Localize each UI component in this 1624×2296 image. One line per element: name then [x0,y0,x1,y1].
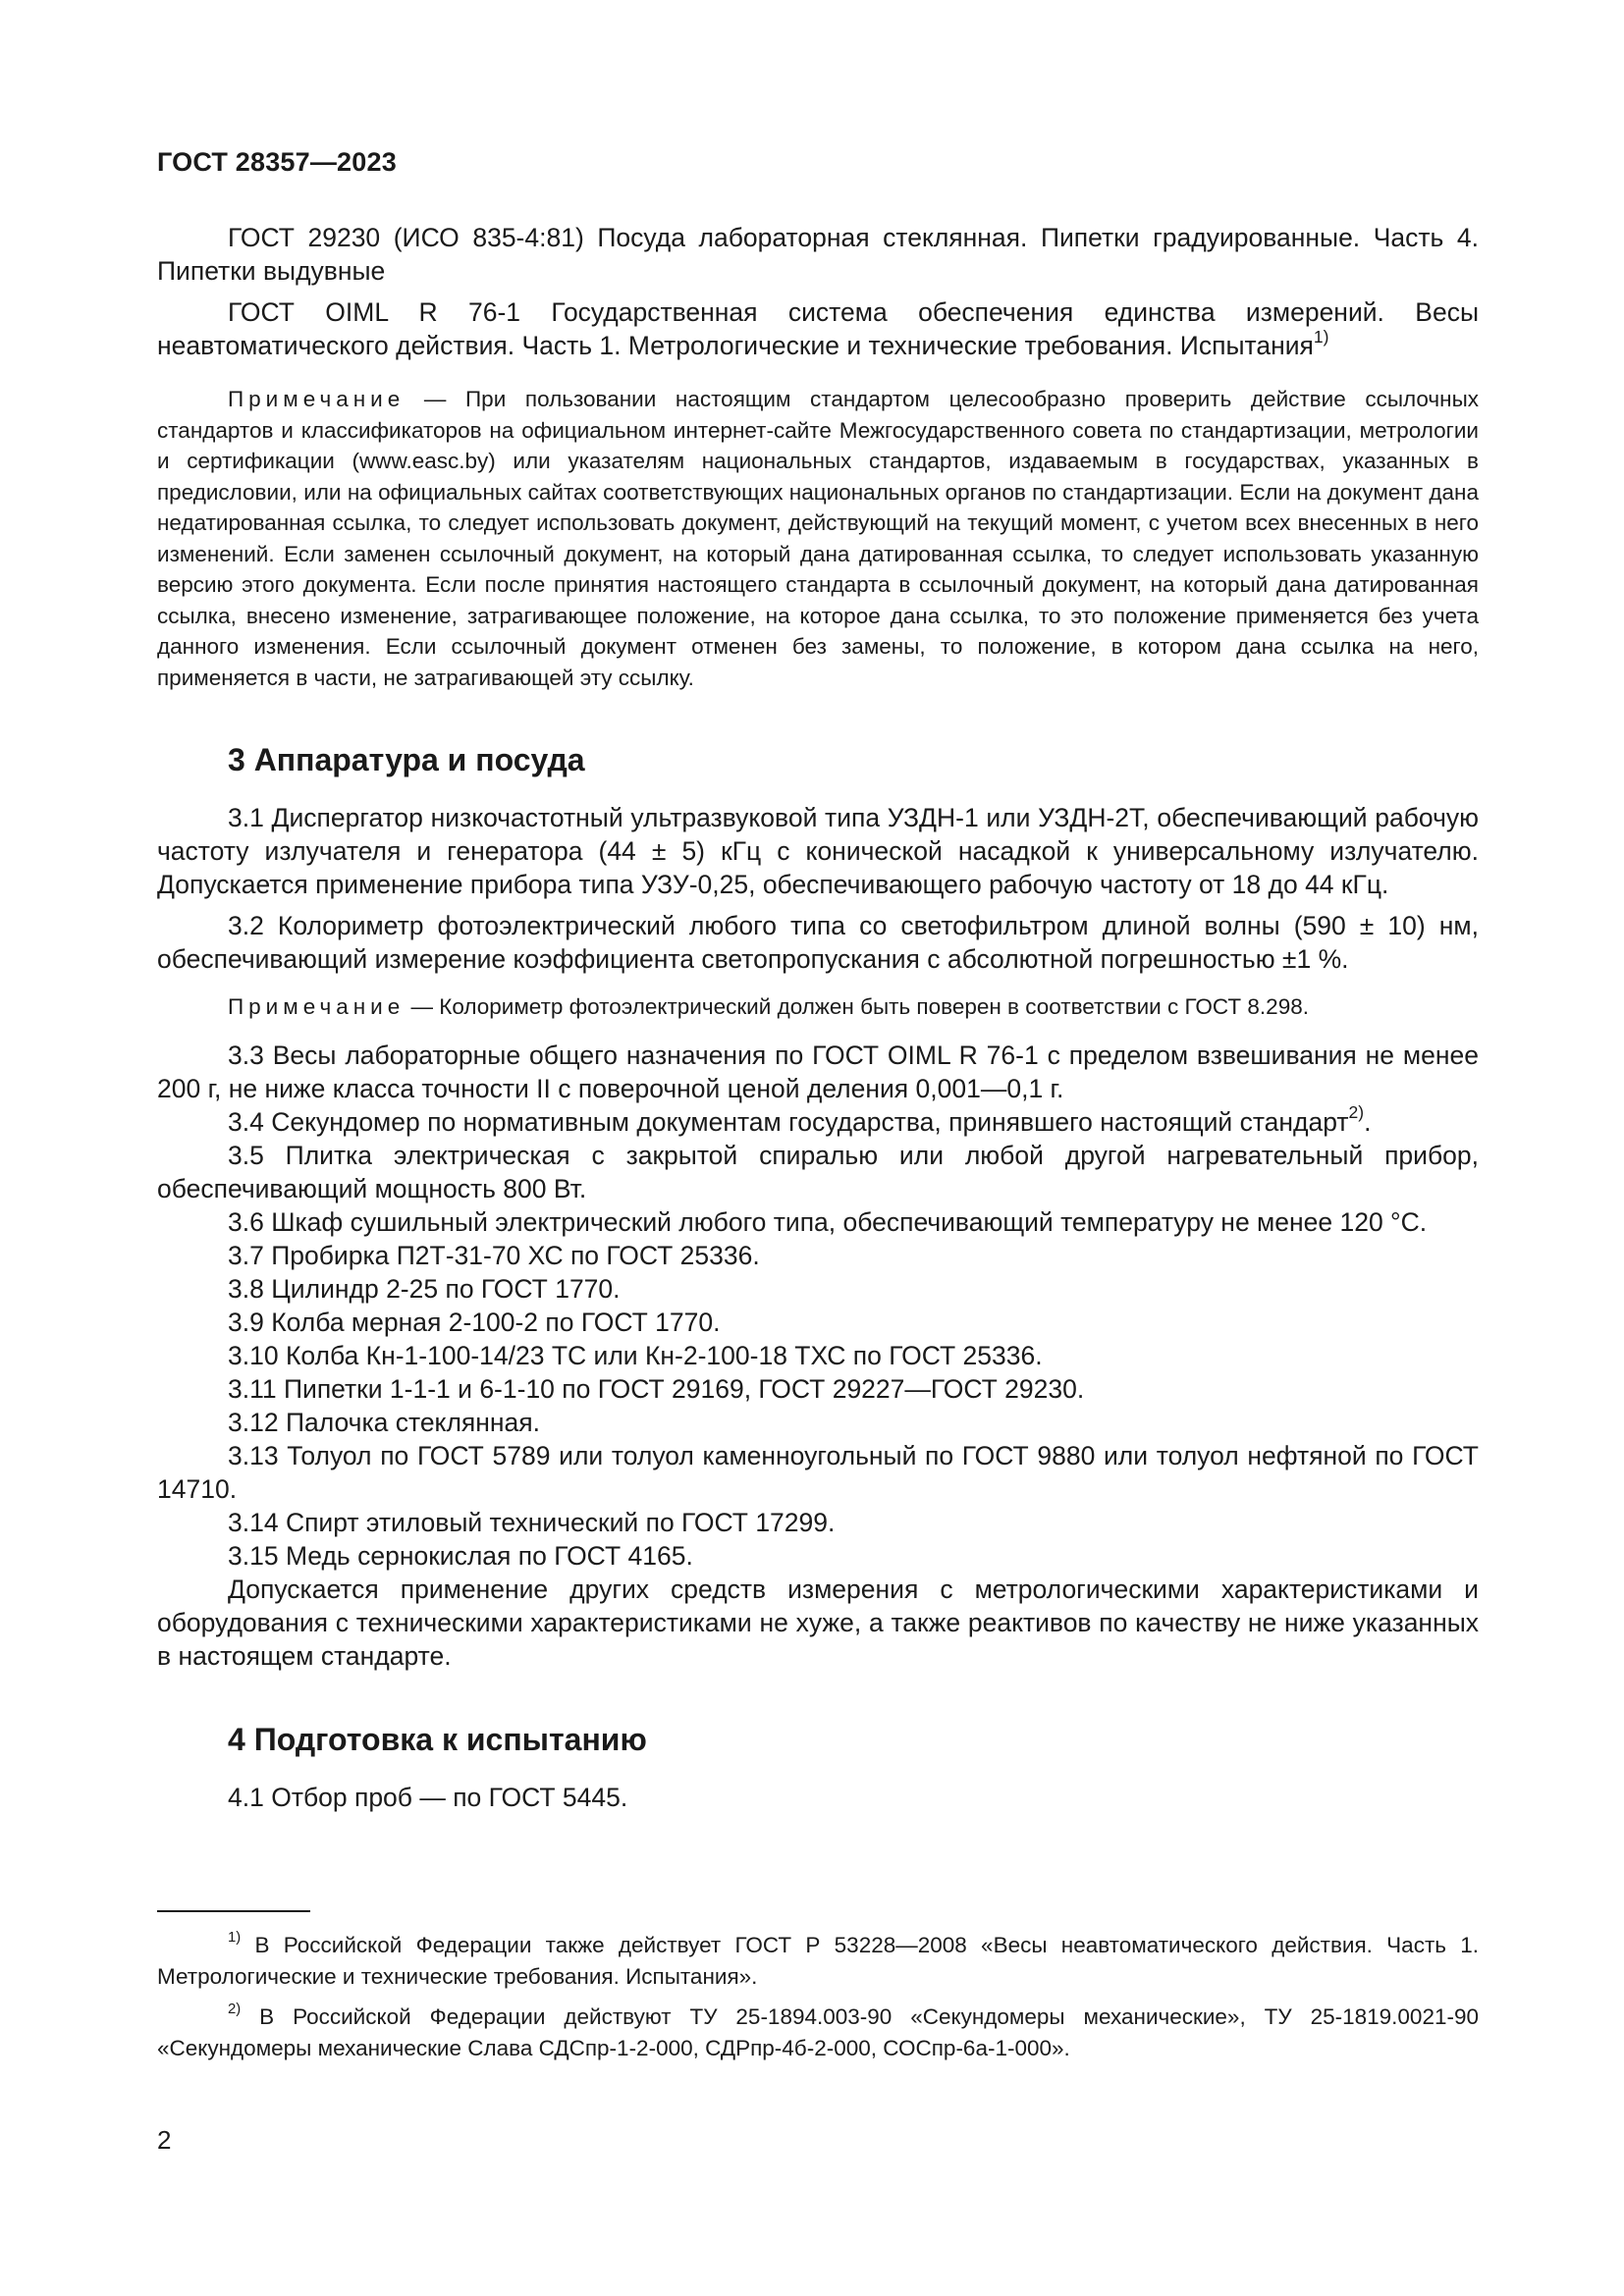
clause-3-1: 3.1 Диспергатор низкочастотный ультразвуковой типа УЗДН-1 или УЗДН-2Т, обеспечивающий рабочую частоту излучателя и генератора (44 ± 5) кГц с конической насадкой к универсальному излучателю. Допускается применение прибора типа УЗУ-0,25, обеспечивающего рабочую частоту от 18 до 44 кГц. [157,803,1479,899]
page-number: 2 [157,2125,172,2155]
note-label: Примечание [228,387,406,411]
clause-3-15: 3.15 Медь сернокислая по ГОСТ 4165. [228,1540,693,1571]
section-heading: 3 Аппаратура и посуда [228,742,585,777]
clause-3-14: 3.14 Спирт этиловый технический по ГОСТ 17299. [228,1507,836,1537]
document-header: ГОСТ 28357—2023 [157,147,397,177]
reference-text: ГОСТ OIML R 76-1 Государственная система обеспечения единства измерений. Весы неавтоматического действия. Часть 1. Метрологические и технические требования. Испытания [157,297,1479,360]
document-page [157,147,1479,1814]
clause-3-4 [157,1102,1479,1139]
clause-3-5: 3.5 Плитка электрическая с закрытой спиралью или любой другой нагревательный прибор, обеспечивающий мощность 800 Вт. [157,1140,1479,1203]
footnote-divider [157,1910,310,1912]
clause-3-12: 3.12 Палочка стеклянная. [228,1407,540,1437]
footnote [157,1930,1479,1992]
clause-3-10: 3.10 Колба Кн-1-100-14/23 ТС или Кн-2-100-18 ТХС по ГОСТ 25336. [228,1340,1043,1370]
clause-3-11: 3.11 Пипетки 1-1-1 и 6-1-10 по ГОСТ 29169, ГОСТ 29227—ГОСТ 29230. [228,1373,1085,1404]
note-text: — При пользовании настоящим стандартом целесообразно проверить действие ссылочных стандартов и классификаторов на официальном интернет-сайте Межгосударственного совета по стандартизации, метрологии и сертификации (www.easc.by) или указателям национальных стандартов, издаваемым в государствах, указанных в предисловии, или на официальных сайтах соответствующих национальных органов по стандартизации. Если на документ дана недатированная ссылка, то следует использовать документ, действующий на текущий момент, с учетом всех внесенных в него изменений. Если заменен ссылочный документ, на который дана датированная ссылка, то следует использовать указанную версию этого документа. Если после принятия настоящего стандарта в ссылочный документ, на который дана датированная ссылка, внесено изменение, затрагивающее положение, на которое дана ссылка, то это положение применяется без учета данного изменения. Если ссылочный документ отменен без замены, то положение, в котором дана ссылка на него, применяется в части, не затрагивающей эту ссылку. [157,387,1479,690]
footnote-mark: 2) [228,2002,242,2018]
footnote-ref: 1) [1313,326,1329,347]
note-label: Примечание [228,994,406,1019]
clause-end: . [1364,1106,1372,1137]
reference-item [157,221,1479,288]
note-paragraph [157,991,1479,1023]
clause-3-8: 3.8 Цилиндр 2-25 по ГОСТ 1770. [228,1273,621,1304]
clause-3-3: 3.3 Весы лабораторные общего назначения по ГОСТ OIML R 76-1 с пределом взвешивания не менее 200 г, не ниже класса точности II с поверочной ценой деления 0,001—0,1 г. [157,1040,1479,1103]
reference-text: ГОСТ 29230 (ИСО 835-4:81) Посуда лабораторная стеклянная. Пипетки градуированные. Часть 4. Пипетки выдувные [157,223,1479,286]
footnotes [157,1910,1479,2073]
section-heading: 4 Подготовка к испытанию [228,1721,647,1757]
note-text: — Колориметр фотоэлектрический должен быть поверен в соответствии с ГОСТ 8.298. [405,994,1309,1019]
footnote [157,2002,1479,2063]
footnote-text: В Российской Федерации также действует ГОСТ Р 53228—2008 «Весы неавтоматического действия. Часть 1. Метрологические и технические требования. Испытания». [157,1933,1479,1989]
footnote-text: В Российской Федерации действуют ТУ 25-1894.003-90 «Секундомеры механические», ТУ 25-1819.0021-90 «Секундомеры механические Слава СДСпр-1-2-000, СДРпр-4б-2-000, СОСпр-6а-1-000». [157,2004,1479,2060]
note-paragraph [157,384,1479,693]
clause-3-13: 3.13 Толуол по ГОСТ 5789 или толуол каменноугольный по ГОСТ 9880 или толуол нефтяной по ГОСТ 14710. [157,1440,1479,1504]
clause-3-7: 3.7 Пробирка П2Т-31-70 ХС по ГОСТ 25336. [228,1240,760,1270]
clause-3-2: 3.2 Колориметр фотоэлектрический любого типа со светофильтром длиной волны (590 ± 10) нм, обеспечивающий измерение коэффициента светопропускания с абсолютной погрешностью ±1 %. [157,911,1479,974]
footnote-ref: 2) [1348,1102,1365,1123]
clause-4-1: 4.1 Отбор проб — по ГОСТ 5445. [228,1782,628,1812]
clause-3-9: 3.9 Колба мерная 2-100-2 по ГОСТ 1770. [228,1307,721,1337]
clause-allowance: Допускается применение других средств измерения с метрологическими характеристиками и оборудования с техническими характеристиками не хуже, а также реактивов по качеству не ниже указанных в настоящем стандарте. [157,1574,1479,1671]
clause-3-6: 3.6 Шкаф сушильный электрический любого типа, обеспечивающий температуру не менее 120 °С. [228,1206,1428,1237]
footnote-mark: 1) [228,1930,242,1947]
reference-item [157,295,1479,362]
clause-text: 3.4 Секундомер по нормативным документам государства, принявшего настоящий стандарт [228,1106,1349,1137]
